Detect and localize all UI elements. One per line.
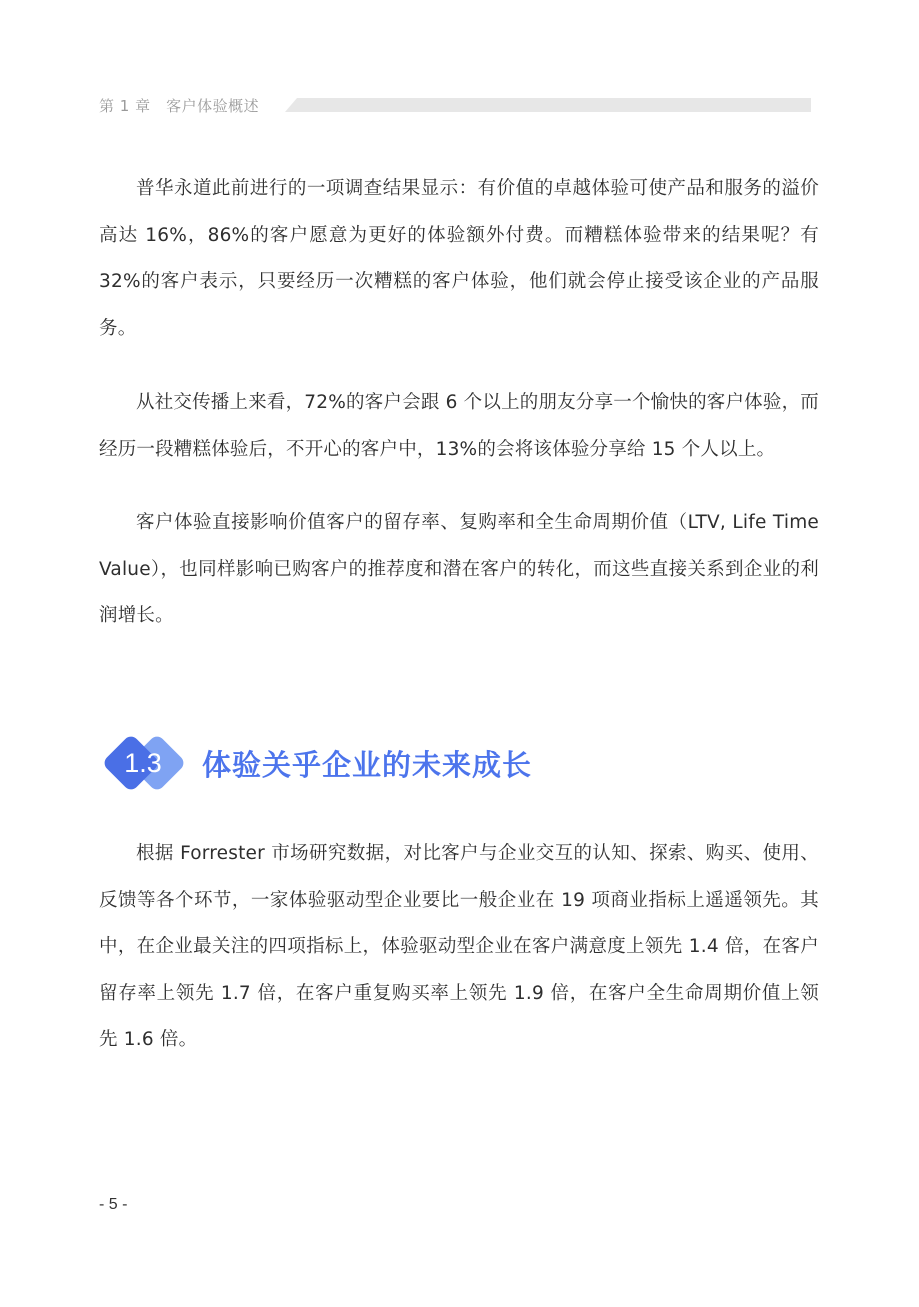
page-number: - 5 -	[99, 1196, 128, 1213]
body-paragraph: 普华永道此前进行的一项调查结果显示：有价值的卓越体验可使产品和服务的溢价高达 16%，86%的客户愿意为更好的体验额外付费。而糟糕体验带来的结果呢？有 32%的客户表示，只要经历一次糟糕的客户体验，他们就会停止接受该企业的产品服务。	[99, 178, 819, 339]
running-header	[99, 94, 811, 116]
section-heading	[102, 732, 532, 794]
section-body-paragraph: 根据 Forrester 市场研究数据，对比客户与企业交互的认知、探索、购买、使用、反馈等各个环节，一家体验驱动型企业要比一般企业在 19 项商业指标上遥遥领先。其中，在企业最关注的四项指标上，体验驱动型企业在客户满意度上领先 1.4 倍，在客户留存率上领先 1.7 倍，在客户重复购买率上领先 1.9 倍，在客户全生命周期价值上领先 1.6 倍。	[99, 843, 819, 1050]
chapter-label: 第 1 章 客户体验概述	[99, 97, 260, 115]
header-decorative-bar	[285, 98, 811, 112]
section-title: 体验关乎企业的未来成长	[202, 747, 533, 782]
section-number: 1.3	[124, 748, 162, 778]
body-paragraph: 客户体验直接影响价值客户的留存率、复购率和全生命周期价值（LTV, Life Time Value），也同样影响已购客户的推荐度和潜在客户的转化，而这些直接关系到企业的利润增长。	[99, 512, 819, 626]
body-paragraph: 从社交传播上来看，72%的客户会跟 6 个以上的朋友分享一个愉快的客户体验，而经历一段糟糕体验后，不开心的客户中，13%的会将该体验分享给 15 个人以上。	[99, 392, 819, 460]
section-number-badge	[102, 732, 188, 794]
